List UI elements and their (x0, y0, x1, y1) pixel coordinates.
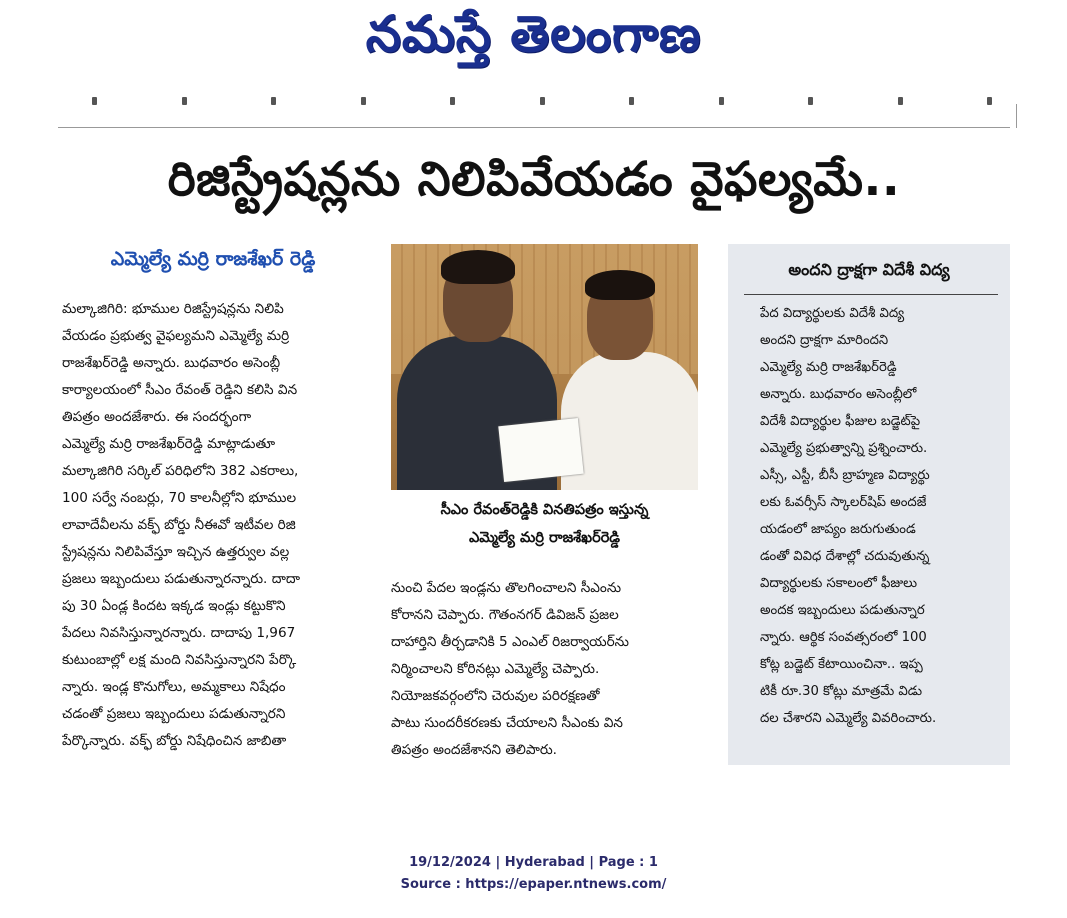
body-line: తిపత్రం అందజేశారు. ఈ సందర్భంగా (62, 409, 252, 425)
body-line: దాహార్తిని తీర్చడానికి 5 ఎంఎల్ రిజర్వాయర్‌ను (391, 634, 629, 650)
body-line: స్ట్రేషన్లను నిలిపివేస్తూ ఇచ్చిన ఉత్తర్వుల వల్ల (62, 544, 290, 560)
footer (0, 852, 1067, 896)
clipped-text-line (92, 96, 992, 106)
body-line: 100 సర్వే నంబర్లు, 70 కాలనీల్లోని భూముల (62, 490, 297, 506)
body-line: న్నారు. ఆర్థిక సంవత్సరంలో 100 (760, 630, 927, 645)
body-line: మల్కాజిగిరి సర్కిల్ పరిధిలోని 382 ఎకరాలు, (62, 463, 299, 479)
body-line: కార్యాలయంలో సీఎం రేవంత్ రెడ్డిని కలిసి విన (62, 382, 298, 398)
body-line: ఎమ్మెల్యే మర్రి రాజశేఖర్‌రెడ్డి మాట్లాడుతూ (62, 436, 276, 452)
footer-source: Source : https://epaper.ntnews.com/ (400, 877, 667, 892)
article-column-1 (62, 296, 366, 755)
body-line: పేర్కొన్నారు. వక్ఫ్ బోర్డు నిషేధించిన జాబితా (62, 733, 287, 749)
sidebar-title: అందని ద్రాక్షగా విదేశీ విద్య (788, 260, 950, 279)
body-line: లావాదేవీలను వక్ఫ్ బోర్డు నీఈవో ఇటీవల రిజి (62, 517, 296, 533)
body-line: న్నారు. ఇండ్ల కొనుగోలు, అమ్మకాలు నిషేధం (62, 679, 286, 695)
body-line: రాజశేఖర్‌రెడ్డి అన్నారు. బుధవారం అసెంబ్లీ (62, 355, 281, 371)
body-line: అన్నారు. బుధవారం అసెంబ్లీలో (760, 387, 917, 402)
article-byline: ఎమ్మెల్యే మర్రి రాజశేఖర్ రెడ్డి (110, 248, 316, 270)
photo-caption (391, 496, 698, 552)
edge-divider (1016, 104, 1017, 128)
masthead-title: నమస్తే తెలంగాణ (365, 4, 702, 63)
body-line: పు 30 ఏండ్ల కిందట ఇక్కడ ఇండ్లు కట్టుకొని (62, 598, 286, 614)
body-line: ఎమ్మెల్యే మర్రి రాజశేఖర్‌రెడ్డి (760, 360, 897, 375)
caption-line: ఎమ్మెల్యే మర్రి రాజశేఖర్‌రెడ్డి (468, 530, 621, 546)
body-line: విద్యార్థులకు సకాలంలో ఫీజులు (760, 576, 918, 591)
article-photo (391, 244, 698, 490)
caption-line: సీఎం రేవంత్‌రెడ్డికి వినతిపత్రం ఇస్తున్న (440, 502, 649, 518)
body-line: చడంతో ప్రజలు ఇబ్బందులు పడుతున్నారని (62, 706, 286, 722)
body-line: వేయడం ప్రభుత్వ వైఫల్యమని ఎమ్మెల్యే మర్రి (62, 328, 290, 344)
article-headline: రిజిస్ట్రేషన్లను నిలిపివేయడం వైఫల్యమే.. (167, 152, 901, 207)
body-line: అందక ఇబ్బందులు పడుతున్నార (760, 603, 925, 618)
body-line: విదేశీ విద్యార్థుల ఫీజుల బడ్జెట్‌పై (760, 414, 921, 429)
body-line: పేదలు నివసిస్తున్నారన్నారు. దాదాపు 1,967 (62, 625, 296, 641)
body-line: టికీ రూ.30 కోట్లు మాత్రమే విడు (760, 684, 923, 699)
body-line: డంతో వివిధ దేశాల్లో చదువుతున్న (760, 549, 930, 564)
top-divider (58, 127, 1010, 128)
body-line: అందని ద్రాక్షగా మారిందని (760, 333, 889, 348)
body-line: కోట్ల బడ్జెట్ కేటాయించినా.. ఇప్ప (760, 657, 923, 672)
body-line: నిర్మించాలని కోరినట్లు ఎమ్మెల్యే చెప్పారు. (391, 661, 600, 677)
body-line: కుటుంబాల్లో లక్ష మంది నివసిస్తున్నారని పేర్కొ (62, 652, 297, 668)
body-line: దల చేశారని ఎమ్మెల్యే వివరించారు. (760, 711, 937, 726)
body-line: నుంచి పేదల ఇండ్లను తొలగించాలని సీఎంను (391, 580, 622, 596)
body-line: యడంలో జాప్యం జరుగుతుండ (760, 522, 916, 537)
article-column-2 (391, 575, 698, 764)
body-line: మల్కాజిగిరి: భూముల రిజిస్ట్రేషన్లను నిలిపి (62, 301, 284, 317)
body-line: లకు ఓవర్సీస్ స్కాలర్‌షిప్ అందజే (760, 495, 927, 510)
sidebar-box (728, 244, 1010, 765)
body-line: ఎమ్మెల్యే ప్రభుత్వాన్ని ప్రశ్నించారు. (760, 441, 928, 456)
body-line: ఎస్సీ, ఎస్టీ, బీసీ బ్రాహ్మణ విద్యార్థు (760, 468, 930, 483)
footer-dateline: 19/12/2024 | Hyderabad | Page : 1 (409, 855, 658, 870)
body-line: తిపత్రం అందజేశానని తెలిపారు. (391, 742, 558, 758)
sidebar-divider (744, 294, 998, 295)
body-line: పేద విద్యార్థులకు విదేశీ విద్య (760, 306, 905, 321)
masthead (0, 0, 1067, 80)
body-line: ప్రజలు ఇబ్బందులు పడుతున్నారన్నారు. దాదా (62, 571, 300, 587)
petition-paper (498, 418, 583, 482)
body-line: నియోజకవర్గంలోని చెరువుల పరిరక్షణతో (391, 688, 600, 704)
sidebar-body (760, 300, 996, 732)
body-line: కోరానని చెప్పారు. గౌతంనగర్ డివిజన్ ప్రజల (391, 607, 619, 623)
body-line: పాటు సుందరీకరణకు చేయాలని సీఎంకు విన (391, 715, 623, 731)
